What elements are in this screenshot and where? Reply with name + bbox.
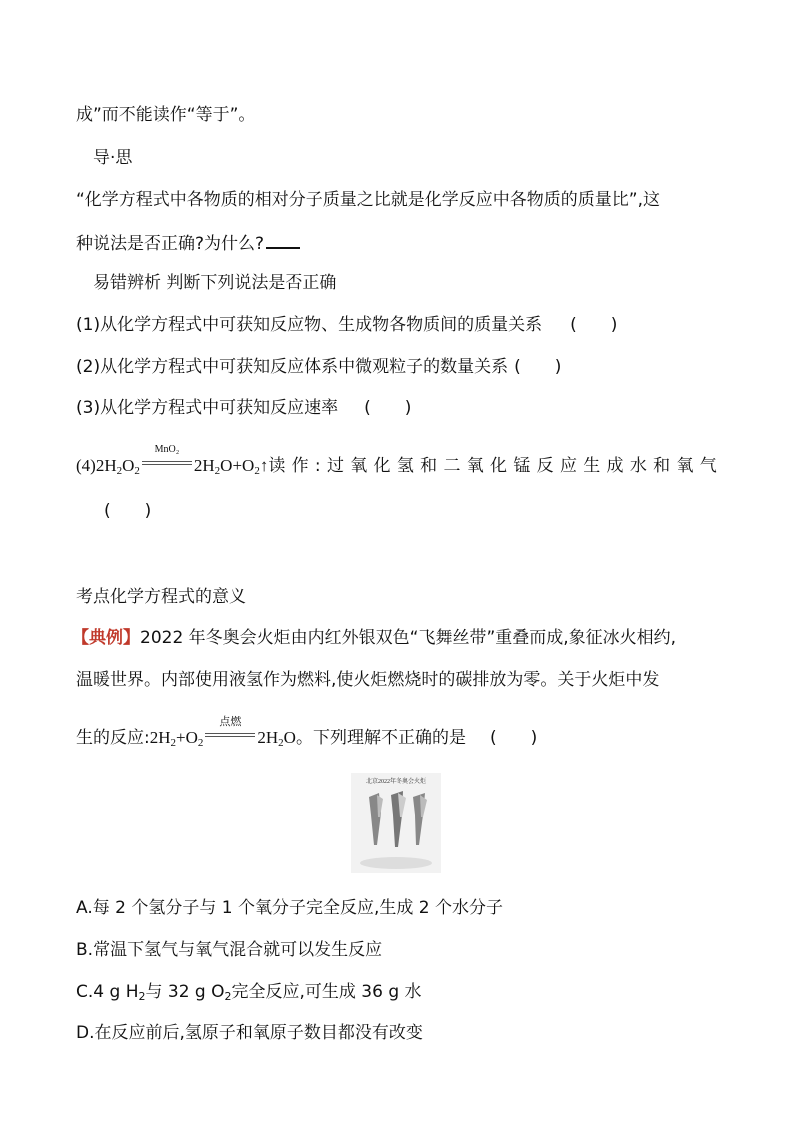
- answer-paren[interactable]: ( ): [364, 398, 412, 418]
- question-text: (1)从化学方程式中可获知反应物、生成物各物质间的质量关系: [76, 315, 543, 335]
- question-text: 种说法是否正确?为什么?: [76, 234, 265, 254]
- equation-line: 生的反应$:2H_2+O_2$ 点燃 $2H_2O$。下列理解不正确的是 ( ): [76, 715, 538, 749]
- formula-product: $2H_2O$: [257, 728, 296, 749]
- torch-illustration: [351, 773, 441, 873]
- example-tag: 【典例】: [72, 628, 140, 648]
- question-text: (2)从化学方程式中可获知反应体系中微观粒子的数量关系: [76, 357, 509, 377]
- option-a: A.每 2 个氢分子与 1 个氧分子完全反应,生成 2 个水分子: [76, 898, 504, 918]
- question-item: [76, 397, 411, 419]
- torch-caption: 北京2022年冬奥会火炬: [365, 779, 426, 785]
- formula-reactants: $2H_2+O_2$: [149, 728, 204, 749]
- torch-image: [351, 773, 441, 873]
- section-label: 导·思: [93, 148, 133, 168]
- text-line: [76, 231, 300, 255]
- question-item: [76, 314, 617, 336]
- formula-products: $2H_2O+O_2↑$: [193, 456, 269, 477]
- question-text: (3)从化学方程式中可获知反应速率: [76, 398, 339, 418]
- text-line: 温暖世界。内部使用液氢作为燃料,使火炬燃烧时的碳排放为零。关于火炬中发: [76, 670, 660, 690]
- answer-blank[interactable]: [266, 231, 300, 249]
- reaction-condition: 点燃: [203, 727, 257, 749]
- text-line: 成”而不能读作“等于”。: [76, 105, 256, 125]
- option-b: B.常温下氢气与氧气混合就可以发生反应: [76, 940, 383, 960]
- answer-paren[interactable]: ( ): [104, 501, 152, 521]
- answer-paren[interactable]: ( ): [570, 315, 618, 335]
- question-text: 读作:过氧化氢和二氧化锰反应生成水和氧气: [268, 456, 724, 476]
- text-line: “化学方程式中各物质的相对分子质量之比就是化学反应中各物质的质量比”,这: [76, 190, 661, 210]
- section-label: 易错辨析 判断下列说法是否正确: [93, 273, 337, 293]
- option-c: C.4 g $H_2$与 32 g $O_2$完全反应,可生成 36 g 水: [76, 982, 422, 1003]
- answer-paren[interactable]: ( ): [514, 357, 562, 377]
- question-item: [76, 356, 561, 378]
- option-d: D.在反应前后,氢原子和氧原子数目都没有改变: [76, 1023, 423, 1043]
- section-heading: 考点化学方程式的意义: [76, 587, 246, 607]
- text-line: 【典例】2022 年冬奥会火炬由内红外银双色“飞舞丝带”重叠而成,象征冰火相约,: [72, 628, 677, 648]
- answer-paren[interactable]: ( ): [489, 728, 538, 748]
- equation-line: [76, 444, 724, 477]
- reaction-condition: MnO₂: [140, 455, 194, 477]
- formula-h2o2: $(4)2H_2O_2$: [76, 456, 140, 477]
